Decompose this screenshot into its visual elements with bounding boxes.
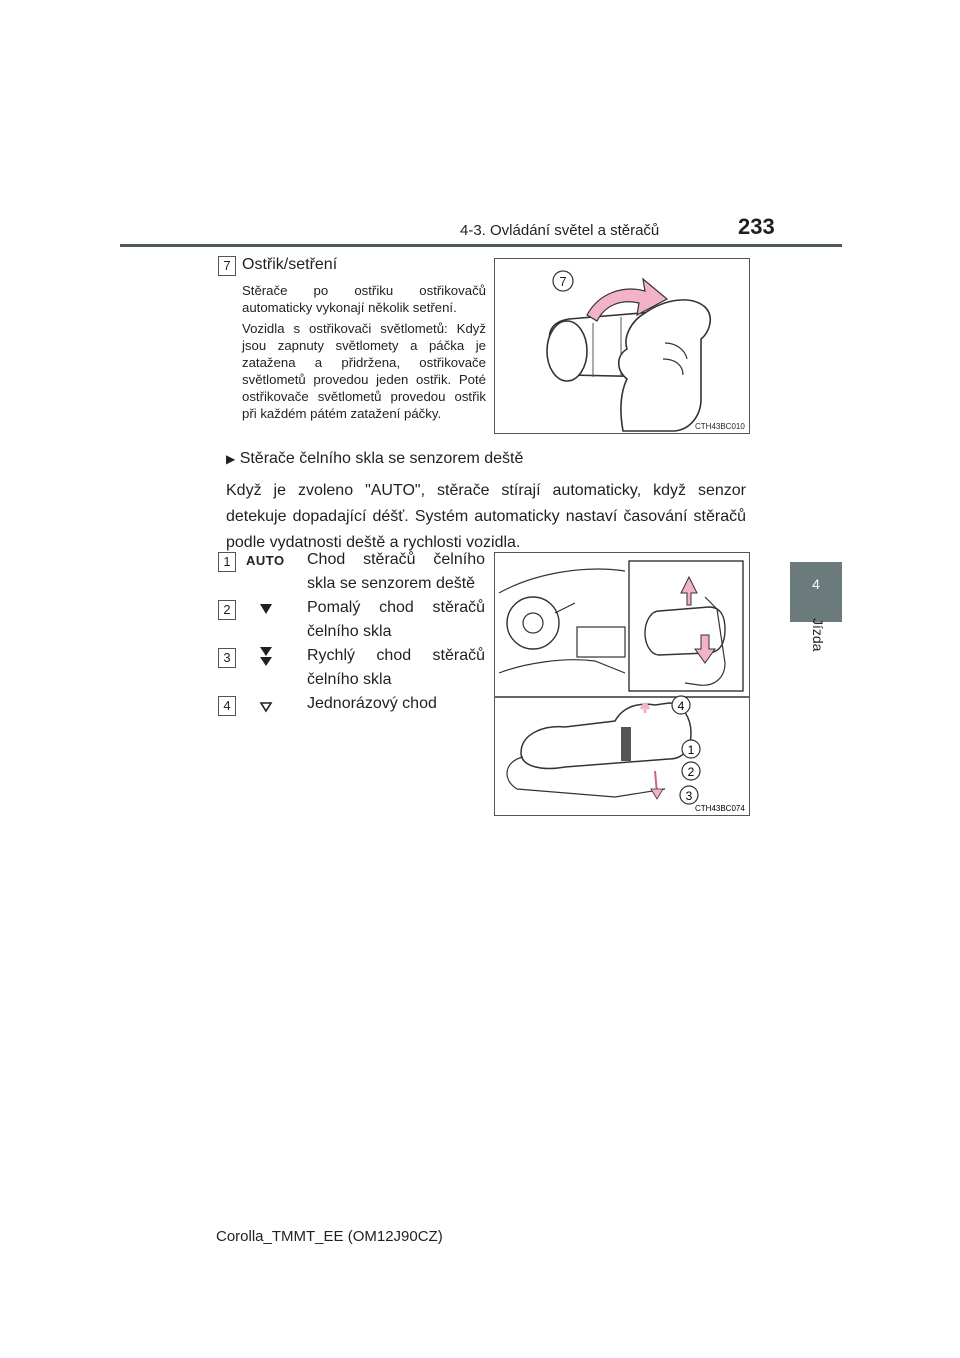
figure-rain-sensor-lever (494, 552, 750, 816)
page-number: 233 (738, 214, 775, 239)
fast-double-triangle-icon (258, 646, 308, 668)
lever-pull-illustration (495, 259, 749, 433)
item-7-text-1: Stěrače po ostřiku ostřikovačů automaticky vykonají několik setření. (242, 283, 486, 315)
figure-2-callout-3: 3 (685, 789, 693, 803)
figure-1-callout: 7 (559, 274, 567, 289)
item-number-4: 4 (218, 696, 236, 716)
mist-triangle-icon (259, 700, 309, 722)
header-divider (120, 244, 842, 247)
item-1-text: Chod stěračů čelního skla se senzorem deště (307, 551, 485, 592)
rain-sensor-paragraph: Když je zvoleno "AUTO", stěrače stírají automaticky, když senzor detekuje dopadající déšť. Systém automaticky nastaví časování stěračů podle vydatnosti deště a rychlosti vozidla. (226, 482, 746, 551)
chapter-label-wrap (806, 618, 826, 678)
item-3-text: Rychlý chod stěračů čelního skla (307, 647, 485, 688)
item-7-title: Ostřik/setření (242, 256, 338, 273)
figure-wash-lever (494, 258, 750, 434)
figure-2-callout-1: 1 (687, 743, 695, 757)
item-2-text: Pomalý chod stěračů čelního skla (307, 599, 485, 640)
item-number-7: 7 (218, 256, 236, 276)
bullet-arrow-icon: ▶ (226, 452, 236, 466)
section-heading-rain-sensor: ▶ Stěrače čelního skla se senzorem deště (226, 450, 524, 467)
auto-icon: AUTO (246, 553, 285, 568)
item-4-text: Jednorázový chod (307, 695, 437, 712)
chapter-number: 4 (812, 576, 820, 592)
figure-2-callout-2: 2 (687, 765, 695, 779)
figure-2-code: CTH43BC074 (695, 804, 745, 813)
item-number-1: 1 (218, 552, 236, 572)
footer-model-code: Corolla_TMMT_EE (OM12J90CZ) (216, 1228, 443, 1245)
slow-triangle-icon (258, 602, 308, 624)
item-number-3: 3 (218, 648, 236, 668)
chapter-tab (790, 562, 842, 622)
figure-2-callout-4: 4 (677, 699, 685, 713)
figure-1-code: CTH43BC010 (695, 422, 745, 431)
section-title: 4-3. Ovládání světel a stěračů (460, 222, 660, 239)
item-7-text-2: Vozidla s ostřikovači světlometů: Když jsou zapnuty světlomety a páčka je zatažena a přidržena, ostřikovače světlometů provedou jeden ostřik. Poté ostřikovače světlometů provedou ostřik při každém pátém zatažení páčky. (242, 321, 486, 421)
chapter-label: Jízda (810, 618, 826, 652)
item-number-2: 2 (218, 600, 236, 620)
wiper-lever-illustration (495, 553, 749, 815)
